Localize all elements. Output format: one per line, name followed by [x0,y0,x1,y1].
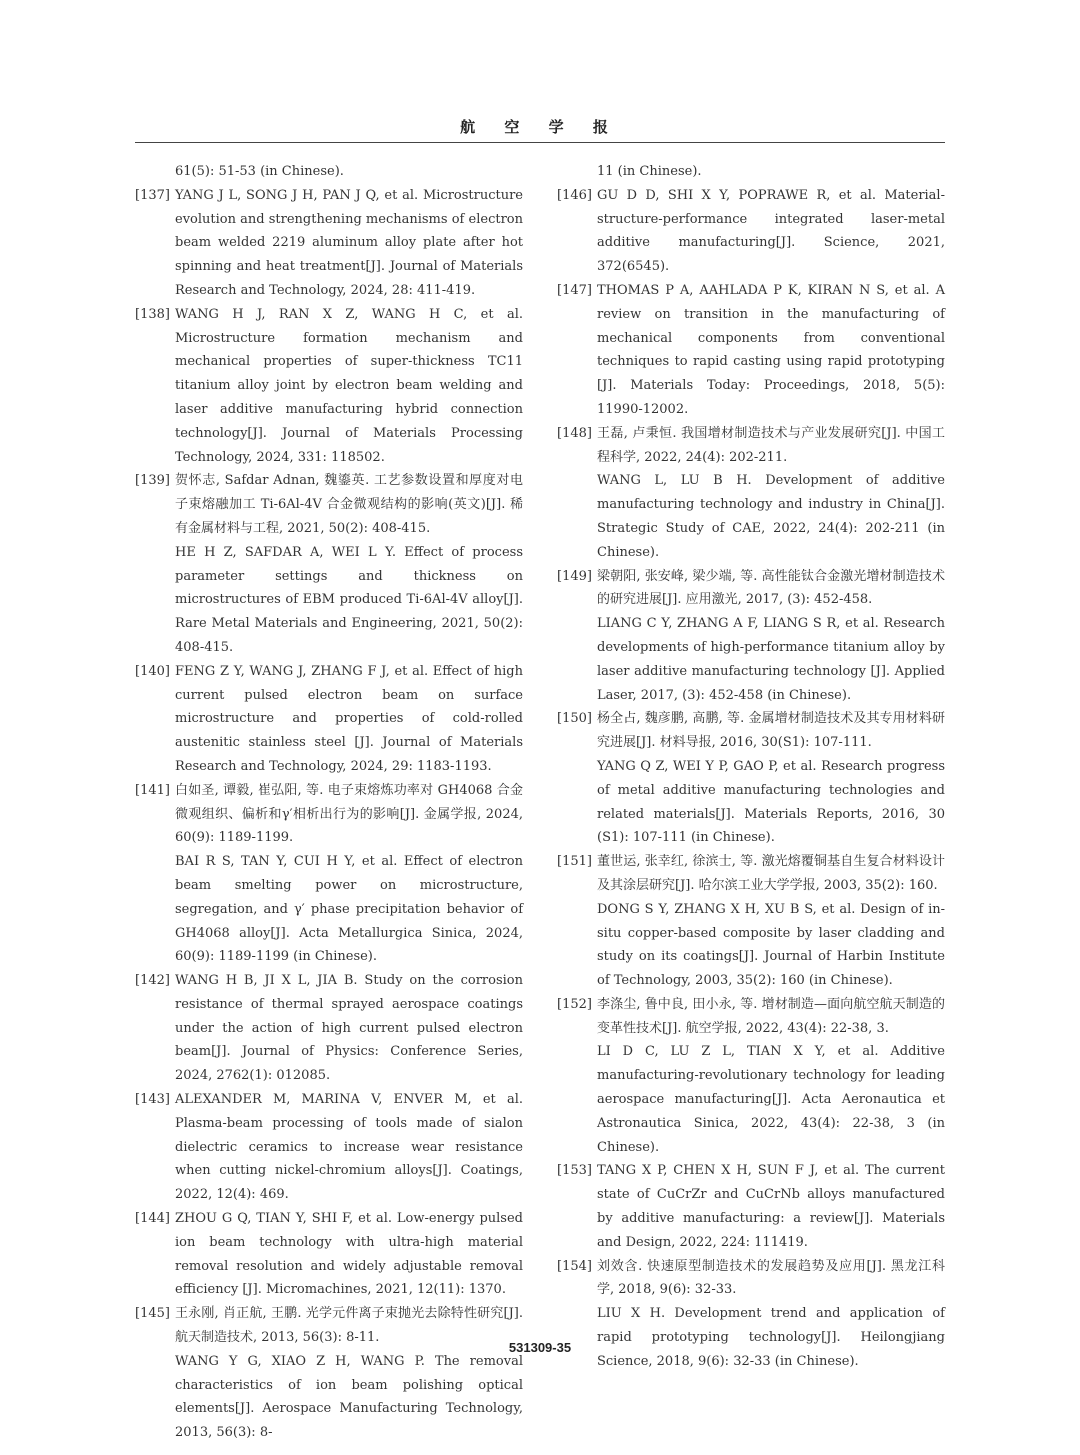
reference-number: [137] [135,187,170,203]
continuation-text: 11 (in Chinese). [597,164,702,179]
reference-text: LIANG C Y, ZHANG A F, LIANG S R, et al. Research developments of high-performance titanium alloy by laser additive manufacturing technology [J]. Applied Laser, 2017, (3): 452-458 (in Chinese). [597,616,945,703]
reference-text: 王永刚, 肖正航, 王鹏. 光学元件离子束抛光去除特性研究[J]. 航天制造技术, 2013, 56(3): 8-11. [175,1306,523,1346]
reference-text: 贺怀志, Safdar Adnan, 魏鎏英. 工艺参数设置和厚度对电子束熔融加工 Ti-6Al-4V 合金微观结构的影响(英文)[J]. 稀有金属材料与工程, 2021, 50(2): 408-415. [175,473,523,536]
reference-number: [152] [557,996,592,1012]
reference-text: HE H Z, SAFDAR A, WEI L Y. Effect of process parameter settings and thickness on microstructures of EBM produced Ti-6Al-4V alloy[J]. Rare Metal Materials and Engineering, 2021, 50(2): 408-415. [175,544,523,655]
reference-number: [150] [557,711,592,727]
left-column [135,160,523,1445]
reference-text: YANG Q Z, WEI Y P, GAO P, et al. Research progress of metal additive manufacturing technologies and related materials[J]. Materials Reports, 2016, 30 (S1): 107-111 (in Chinese). [597,758,945,846]
reference-text: 梁朝阳, 张安峰, 梁少端, 等. 高性能钛合金激光增材制造技术的研究进展[J]. 应用激光, 2017, (3): 452-458. [597,568,945,608]
reference-item [135,184,523,303]
reference-item [135,1088,523,1207]
reference-text: 李涤尘, 鲁中良, 田小永, 等. 增材制造—面向航空航天制造的变革性技术[J]. 航空学报, 2022, 43(4): 22-38, 3. [597,996,945,1036]
reference-text: ZHOU G Q, TIAN Y, SHI F, et al. Low-energy pulsed ion beam technology with ultra-high material removal resolution and widely adjustable removal efficiency [J]. Micromachines, 2021, 12(11): 1370. [175,1211,523,1298]
reference-item [557,1255,945,1374]
reference-number: [145] [135,1306,170,1322]
reference-number: [149] [557,568,592,584]
reference-text: WANG Y G, XIAO Z H, WANG P. The removal characteristics of ion beam polishing optical elements[J]. Aerospace Manufacturing Technology, 2013, 56(3): 8- [175,1353,523,1441]
reference-number: [146] [557,187,592,203]
reference-text: YANG J L, SONG J H, PAN J Q, et al. Microstructure evolution and strengthening mechanisms of electron beam welded 2219 aluminum alloy plate after hot spinning and heat treatment[J]. Journal of Materials Research and Technology, 2024, 28: 411-419. [175,187,523,298]
reference-text: WANG H B, JI X L, JIA B. Study on the corrosion resistance of thermal sprayed aerospace coatings under the action of high current pulsed electron beam[J]. Journal of Physics: Conference Series, 2024, 2762(1): 012085. [175,973,523,1084]
reference-text: TANG X P, CHEN X H, SUN F J, et al. The current state of CuCrZr and CuCrNb alloys manufactured by additive manufacturing: a review[J]. Materials and Design, 2022, 224: 111419. [597,1163,945,1250]
reference-number: [154] [557,1258,592,1274]
reference-item [557,1159,945,1254]
reference-number: [138] [135,306,170,322]
reference-text: 刘效含. 快速原型制造技术的发展趋势及应用[J]. 黑龙江科学, 2018, 9(6): 32-33. [597,1258,945,1298]
reference-text: 王磊, 卢秉恒. 我国增材制造技术与产业发展研究[J]. 中国工程科学, 2022, 24(4): 202-211. [597,425,945,465]
reference-number: [153] [557,1163,592,1179]
reference-text: LIU X H. Development trend and application of rapid prototyping technology[J]. Heilongjiang Science, 2018, 9(6): 32-33 (in Chinese). [597,1306,945,1369]
reference-item [135,469,523,659]
reference-item [557,850,945,993]
reference-number: [140] [135,663,170,679]
reference-number: [143] [135,1092,170,1108]
reference-text: WANG H J, RAN X Z, WANG H C, et al. Microstructure formation mechanism and mechanical properties of super-thickness TC11 titanium alloy joint by electron beam welding and laser additive manufacturing hybrid connection technology[J]. Journal of Materials Processing Technology, 2024, 331: 118502. [175,306,523,465]
reference-list-right [557,184,945,1374]
reference-item [557,279,945,422]
reference-text: BAI R S, TAN Y, CUI H Y, et al. Effect of electron beam smelting power on microstructure, segregation, and γ′ phase precipitation behavior of GH4068 alloy[J]. Acta Metallurgica Sinica, 2024, 60(9): 1189-1199 (in Chinese). [175,854,523,965]
continuation-text: 61(5): 51-53 (in Chinese). [175,164,344,179]
right-column [557,160,945,1374]
reference-number: [151] [557,854,592,870]
reference-item [135,969,523,1088]
journal-header: 航 空 学 报 [460,118,620,136]
reference-item [135,779,523,969]
reference-number: [147] [557,282,592,298]
reference-item [135,1207,523,1302]
reference-number: [141] [135,782,170,798]
reference-text: 杨全占, 魏彦鹏, 高鹏, 等. 金属增材制造技术及其专用材料研究进展[J]. 材料导报, 2016, 30(S1): 107-111. [597,711,945,751]
reference-item [557,422,945,565]
reference-text: DONG S Y, ZHANG X H, XU B S, et al. Design of in-situ copper-based composite by laser cladding and study on its coatings[J]. Journal of Harbin Institute of Technology, 2003, 35(2): 160 (in Chinese). [597,901,945,989]
reference-text: THOMAS P A, AAHLADA P K, KIRAN N S, et al. A review on transition in the manufacturing of mechanical components from conventional techniques to rapid casting using rapid prototyping [J]. Materials Today: Proceedings, 2018, 5(5): 11990-12002. [597,282,945,417]
reference-text: FENG Z Y, WANG J, ZHANG F J, et al. Effect of high current pulsed electron beam on surface microstructure and properties of cold-rolled austenitic stainless steel [J]. Journal of Materials Research and Technology, 2024, 29: 1183-1193. [175,663,523,774]
reference-number: [148] [557,425,592,441]
reference-text: 董世运, 张幸红, 徐滨士, 等. 激光熔覆铜基自生复合材料设计及其涂层研究[J]. 哈尔滨工业大学学报, 2003, 35(2): 160. [597,854,945,893]
reference-text: WANG L, LU B H. Development of additive manufacturing technology and industry in China[J]. Strategic Study of CAE, 2022, 24(4): 202-211 (in Chinese). [597,473,945,560]
reference-item [557,565,945,708]
reference-text: GU D D, SHI X Y, POPRAWE R, et al. Material-structure-performance integrated laser-metal additive manufacturing[J]. Science, 2021, 372(6545). [597,187,945,275]
reference-text: LI D C, LU Z L, TIAN X Y, et al. Additive manufacturing-revolutionary technology for leading aerospace manufacturing[J]. Acta Aeronautica et Astronautica Sinica, 2022, 43(4): 22-38, 3 (in Chinese). [597,1044,945,1155]
reference-item [135,660,523,779]
reference-text: 白如圣, 谭毅, 崔弘阳, 等. 电子束熔炼功率对 GH4068 合金微观组织、偏析和γ′相析出行为的影响[J]. 金属学报, 2024, 60(9): 1189-1199. [175,782,523,846]
reference-number: [144] [135,1211,170,1227]
reference-item [135,1302,523,1445]
reference-item [557,993,945,1160]
header-rule [135,142,945,143]
reference-list-left [135,184,523,1445]
reference-number: [139] [135,473,170,489]
reference-item [135,303,523,470]
reference-number: [142] [135,973,170,989]
reference-item [557,184,945,279]
page-number: 531309-35 [508,1340,572,1355]
reference-text: ALEXANDER M, MARINA V, ENVER M, et al. Plasma-beam processing of tools made of sialon dielectric ceramics to increase wear resistance when cutting nickel-chromium alloys[J]. Coatings, 2022, 12(4): 469. [175,1092,523,1203]
reference-item [557,707,945,850]
